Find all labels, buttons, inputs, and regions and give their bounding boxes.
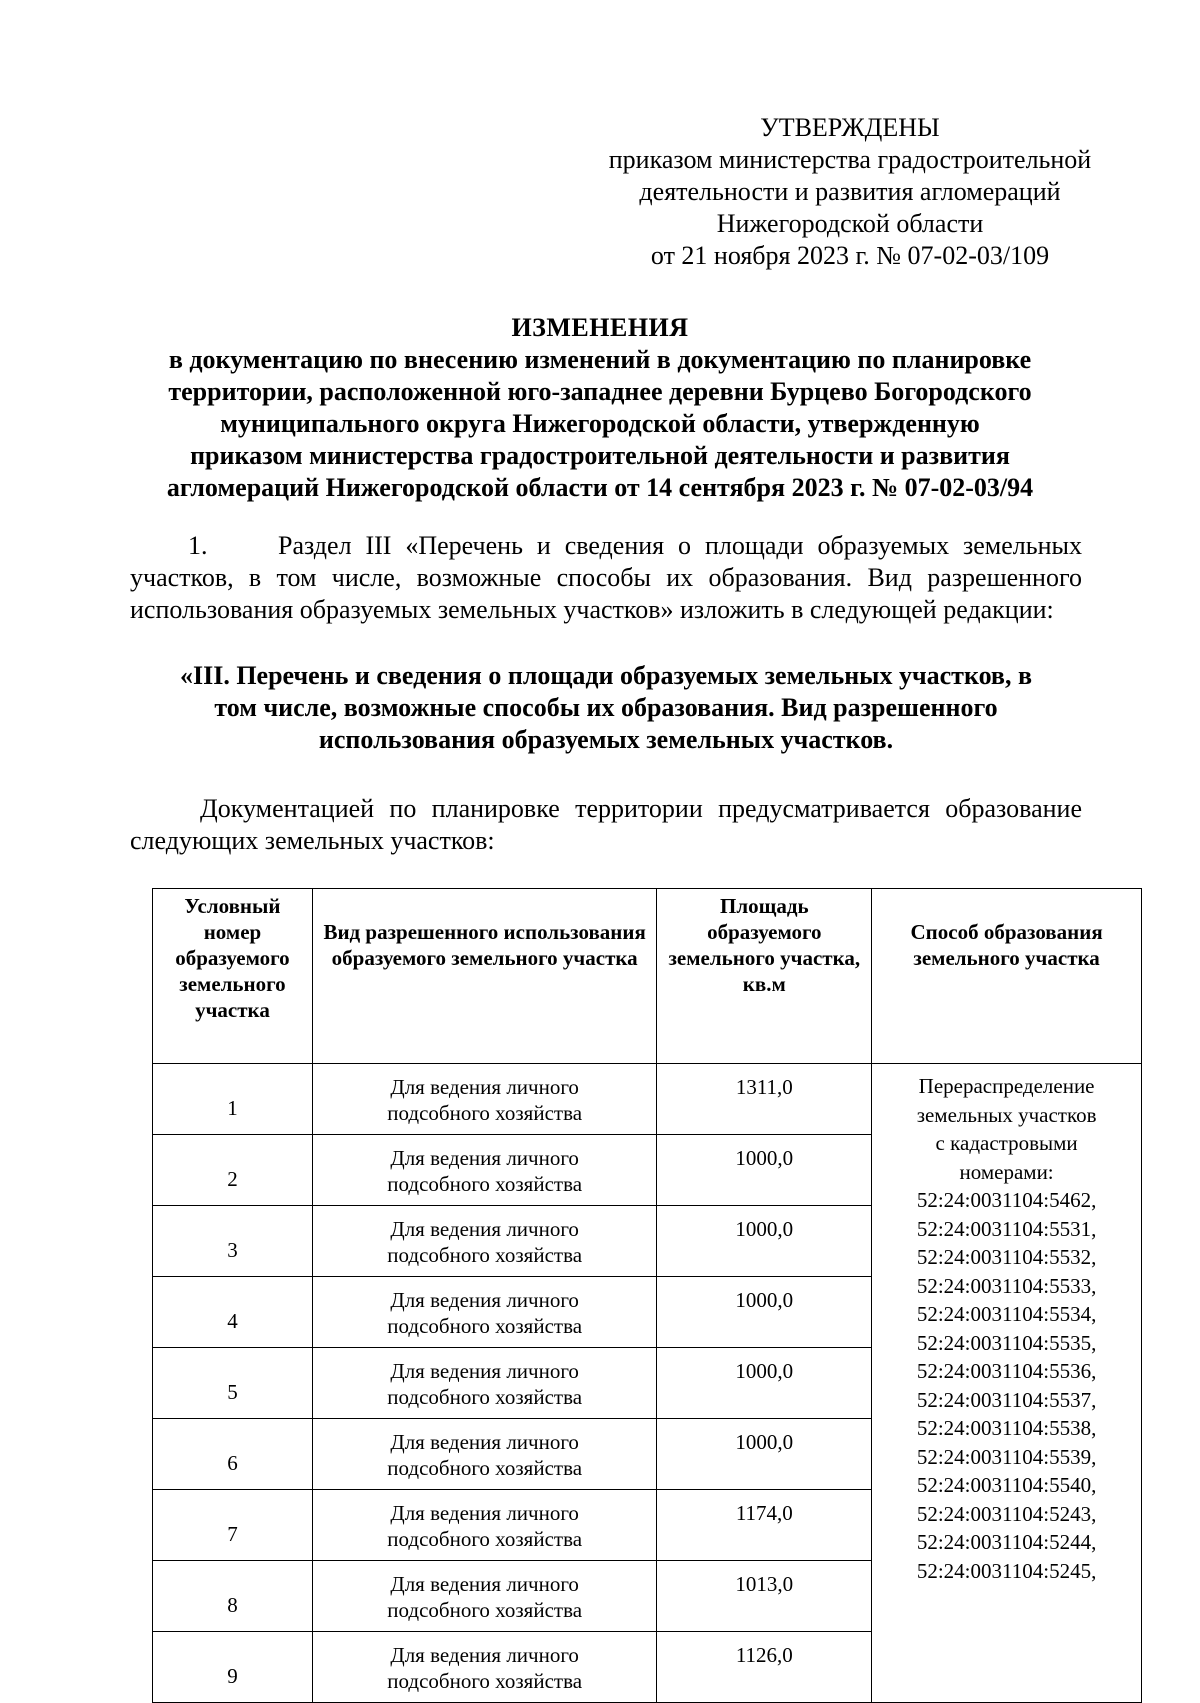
cell-permitted-use (312, 1419, 657, 1490)
cell-permitted-use (312, 1135, 657, 1206)
cell-permitted-use-line-1: Для ведения личного (390, 1288, 579, 1312)
cadastral-number: 52:24:0031104:5538, (916, 1416, 1097, 1440)
cadastral-number: 52:24:0031104:5532, (916, 1245, 1097, 1269)
approval-line-5: от 21 ноября 2023 г. № 07-02-03/109 (650, 241, 1050, 270)
formation-method-line-2: земельных участков (916, 1102, 1097, 1127)
cell-permitted-use-line-1: Для ведения личного (390, 1501, 579, 1525)
cell-permitted-use-line-2: подсобного хозяйства (387, 1669, 583, 1693)
title-line-1: в документацию по внесению изменений в документацию по планировке (168, 345, 1032, 374)
title-heading: ИЗМЕНЕНИЯ (511, 313, 689, 342)
formation-method-line-3: с кадастровыми (935, 1131, 1078, 1155)
approval-line-4: Нижегородской области (716, 209, 984, 238)
cadastral-number: 52:24:0031104:5535, (916, 1330, 1097, 1355)
cell-permitted-use (312, 1206, 657, 1277)
document-title (118, 312, 1082, 504)
cell-permitted-use-line-2: подсобного хозяйства (387, 1527, 583, 1551)
land-plots-table (152, 888, 1142, 1703)
formation-method-line-1: Перераспределение (918, 1074, 1095, 1098)
cell-permitted-use-line-1: Для ведения личного (390, 1075, 579, 1099)
approval-stamp (590, 112, 1110, 272)
cell-permitted-use-line-1: Для ведения личного (390, 1572, 579, 1596)
section-title-line-1: «III. Перечень и сведения о площади образуемых земельных участков, в (179, 661, 1033, 690)
cadastral-number: 52:24:0031104:5531, (916, 1216, 1097, 1241)
cell-plot-number: 9 (153, 1632, 313, 1703)
paragraph-1 (130, 530, 1082, 626)
cadastral-number: 52:24:0031104:5534, (916, 1302, 1097, 1326)
cell-permitted-use-line-2: подсобного хозяйства (387, 1456, 583, 1480)
cell-area: 1174,0 (657, 1490, 872, 1561)
title-line-5: агломераций Нижегородской области от 14 сентября 2023 г. № 07-02-03/94 (166, 473, 1034, 502)
cell-area: 1000,0 (657, 1206, 872, 1277)
cadastral-number: 52:24:0031104:5533, (916, 1273, 1097, 1298)
cell-area: 1000,0 (657, 1277, 872, 1348)
cell-area: 1126,0 (657, 1632, 872, 1703)
approval-line-3: деятельности и развития агломераций (639, 177, 1061, 206)
formation-method-line-4: номерами: (959, 1159, 1054, 1184)
cadastral-number: 52:24:0031104:5536, (916, 1359, 1097, 1383)
cadastral-number: 52:24:0031104:5537, (916, 1387, 1097, 1412)
cell-permitted-use-line-2: подсобного хозяйства (387, 1598, 583, 1622)
cell-area: 1000,0 (657, 1135, 872, 1206)
table-header-row (153, 889, 1142, 1064)
title-line-4: приказом министерства градостроительной деятельности и развития (190, 441, 1010, 470)
cadastral-number: 52:24:0031104:5244, (916, 1530, 1097, 1554)
cell-permitted-use-line-2: подсобного хозяйства (387, 1172, 583, 1196)
header-plot-number: Условный номер образуемого земельного участка (153, 889, 313, 1064)
cell-plot-number: 6 (153, 1419, 313, 1490)
table-row (153, 1064, 1142, 1135)
approval-line-1: УТВЕРЖДЕНЫ (760, 113, 940, 142)
approval-line-2: приказом министерства градостроительной (608, 145, 1092, 174)
cell-plot-number: 7 (153, 1490, 313, 1561)
cadastral-number: 52:24:0031104:5462, (916, 1188, 1097, 1212)
cell-area: 1311,0 (657, 1064, 872, 1135)
cadastral-number: 52:24:0031104:5540, (916, 1473, 1097, 1497)
cell-permitted-use-line-2: подсобного хозяйства (387, 1101, 583, 1125)
cell-plot-number: 4 (153, 1277, 313, 1348)
cell-permitted-use (312, 1348, 657, 1419)
cell-permitted-use (312, 1277, 657, 1348)
cell-plot-number: 1 (153, 1064, 313, 1135)
cell-permitted-use-line-1: Для ведения личного (390, 1430, 579, 1454)
title-line-3: муниципального округа Нижегородской области, утвержденную (220, 409, 980, 438)
section-title-line-2: том числе, возможные способы их образования. Вид разрешенного (214, 693, 998, 722)
paragraph-1-number: 1. (188, 531, 208, 560)
cell-permitted-use-line-2: подсобного хозяйства (387, 1314, 583, 1338)
section-title (130, 660, 1082, 756)
cell-formation-method (872, 1064, 1142, 1703)
header-permitted-use: Вид разрешенного использования образуемого земельного участка (312, 889, 657, 1064)
cell-permitted-use-line-1: Для ведения личного (390, 1643, 579, 1667)
cell-plot-number: 3 (153, 1206, 313, 1277)
section-title-line-3: использования образуемых земельных участков. (318, 725, 894, 754)
cadastral-number: 52:24:0031104:5243, (916, 1501, 1097, 1526)
cell-permitted-use-line-2: подсобного хозяйства (387, 1385, 583, 1409)
cell-area: 1013,0 (657, 1561, 872, 1632)
cadastral-number: 52:24:0031104:5245, (916, 1558, 1097, 1583)
paragraph-2: Документацией по планировке территории предусматривается образование следующих земельных участков: (130, 794, 1082, 855)
cell-area: 1000,0 (657, 1348, 872, 1419)
cell-permitted-use-line-1: Для ведения личного (390, 1146, 579, 1170)
cadastral-number: 52:24:0031104:5539, (916, 1444, 1097, 1469)
header-formation-method: Способ образования земельного участка (872, 889, 1142, 1064)
cell-permitted-use-line-1: Для ведения личного (390, 1359, 579, 1383)
cell-permitted-use (312, 1064, 657, 1135)
header-area: Площадь образуемого земельного участка, кв.м (657, 889, 872, 1064)
cell-permitted-use (312, 1490, 657, 1561)
cell-area: 1000,0 (657, 1419, 872, 1490)
paragraph-1-text: Раздел III «Перечень и сведения о площади образуемых земельных участков, в том числе, возможные способы их образования. Вид разрешенного использования образуемых земельных участков» изложить в следующей редакции: (130, 531, 1082, 624)
cell-plot-number: 8 (153, 1561, 313, 1632)
cell-permitted-use (312, 1632, 657, 1703)
cell-plot-number: 5 (153, 1348, 313, 1419)
cell-plot-number: 2 (153, 1135, 313, 1206)
cell-permitted-use (312, 1561, 657, 1632)
cell-permitted-use-line-1: Для ведения личного (390, 1217, 579, 1241)
title-line-2: территории, расположенной юго-западнее деревни Бурцево Богородского (168, 377, 1032, 406)
cell-permitted-use-line-2: подсобного хозяйства (387, 1243, 583, 1267)
